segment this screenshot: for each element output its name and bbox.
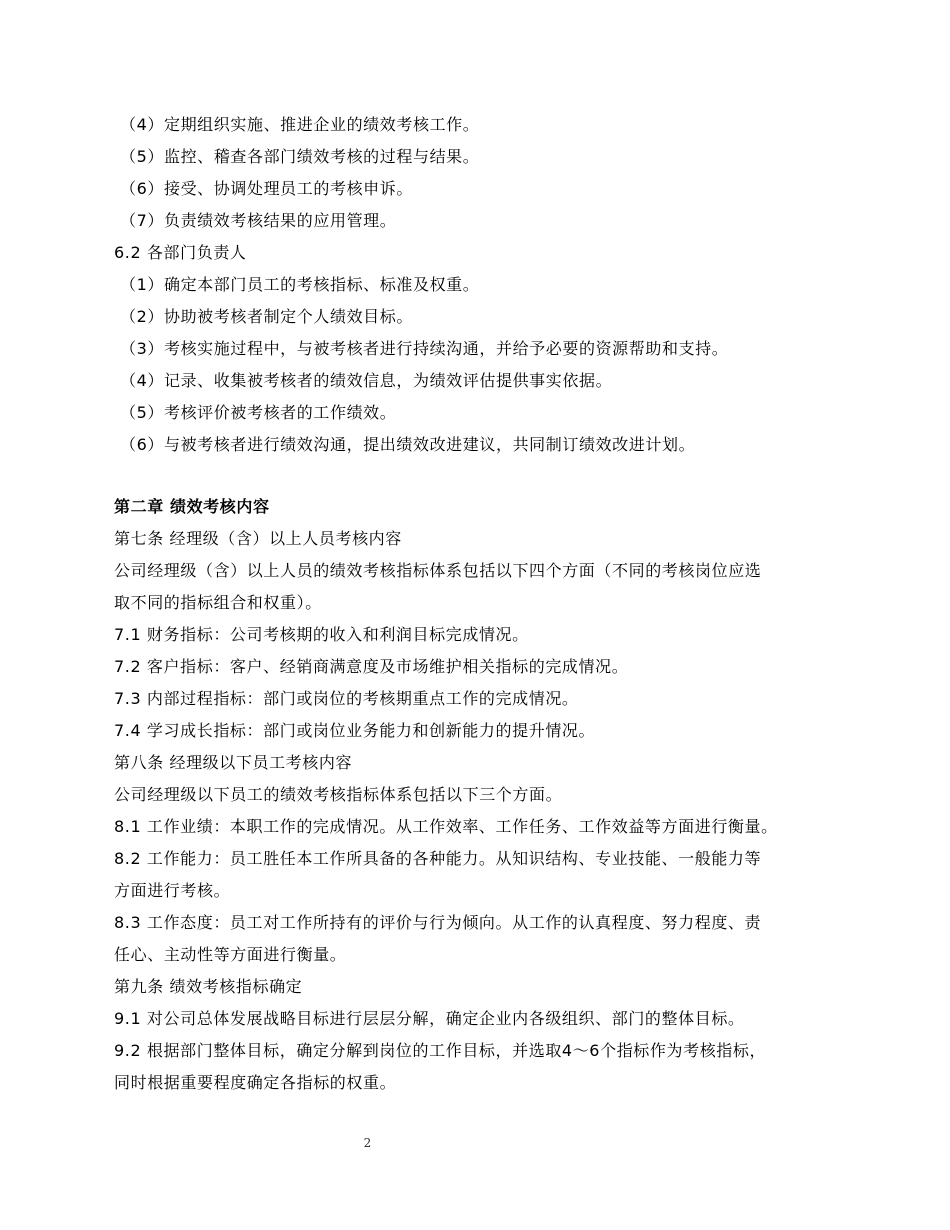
article-9-item-2-line-1: 9.2 根据部门整体目标，确定分解到岗位的工作目标，并选取4～6个指标作为考核指标，: [114, 1041, 767, 1060]
duty-item-7: （7）负责绩效考核结果的应用管理。: [120, 211, 397, 230]
paragraph-gap: [114, 461, 844, 491]
article-7-item-2: 7.2 客户指标：客户、经销商满意度及市场维护相关指标的完成情况。: [114, 657, 629, 676]
chapter-title: 第二章 绩效考核内容: [114, 497, 270, 516]
article-8-intro: 公司经理级以下员工的绩效考核指标体系包括以下三个方面。: [114, 785, 563, 804]
article-9-item-2-line-2: 同时根据重要程度确定各指标的权重。: [114, 1073, 397, 1092]
dept-head-item-6: （6）与被考核者进行绩效沟通，提出绩效改进建议，共同制订绩效改进计划。: [120, 435, 696, 454]
article-7-title: 第七条 经理级（含）以上人员考核内容: [114, 529, 402, 548]
duty-item-6: （6）接受、协调处理员工的考核申诉。: [120, 179, 413, 198]
article-8-item-2-line-1: 8.2 工作能力：员工胜任本工作所具备的各种能力。从知识结构、专业技能、一般能力等: [114, 849, 762, 868]
article-7-item-3: 7.3 内部过程指标：部门或岗位的考核期重点工作的完成情况。: [114, 689, 579, 708]
article-7-item-1: 7.1 财务指标：公司考核期的收入和利润目标完成情况。: [114, 625, 529, 644]
article-8-title: 第八条 经理级以下员工考核内容: [114, 753, 353, 772]
article-8-item-3-line-2: 任心、主动性等方面进行衡量。: [114, 945, 347, 964]
dept-head-item-2: （2）协助被考核者制定个人绩效目标。: [120, 307, 413, 326]
article-7-item-4: 7.4 学习成长指标：部门或岗位业务能力和创新能力的提升情况。: [114, 721, 596, 740]
article-9-title: 第九条 绩效考核指标确定: [114, 977, 303, 996]
dept-head-item-4: （4）记录、收集被考核者的绩效信息，为绩效评估提供事实依据。: [120, 371, 613, 390]
dept-head-item-5: （5）考核评价被考核者的工作绩效。: [120, 403, 397, 422]
article-8-item-1: 8.1 工作业绩：本职工作的完成情况。从工作效率、工作任务、工作效益等方面进行衡量。: [114, 817, 778, 836]
article-7-intro-line-1: 公司经理级（含）以上人员的绩效考核指标体系包括以下四个方面（不同的考核岗位应选: [114, 561, 762, 580]
duty-item-5: （5）监控、稽查各部门绩效考核的过程与结果。: [120, 147, 480, 166]
article-7-intro-line-2: 取不同的指标组合和权重）。: [114, 593, 322, 612]
dept-head-item-3: （3）考核实施过程中，与被考核者进行持续沟通，并给予必要的资源帮助和支持。: [120, 339, 729, 358]
document-body: [114, 109, 844, 1099]
section-heading-6-2: 6.2 各部门负责人: [114, 243, 247, 262]
page-number: 2: [363, 1136, 372, 1150]
article-8-item-3-line-1: 8.3 工作态度：员工对工作所持有的评价与行为倾向。从工作的认真程度、努力程度、责: [114, 913, 762, 932]
article-9-item-1: 9.1 对公司总体发展战略目标进行层层分解，确定企业内各级组织、部门的整体目标。: [114, 1009, 745, 1028]
article-8-item-2-line-2: 方面进行考核。: [114, 881, 231, 900]
dept-head-item-1: （1）确定本部门员工的考核指标、标准及权重。: [120, 275, 480, 294]
duty-item-4: （4）定期组织实施、推进企业的绩效考核工作。: [120, 115, 480, 134]
